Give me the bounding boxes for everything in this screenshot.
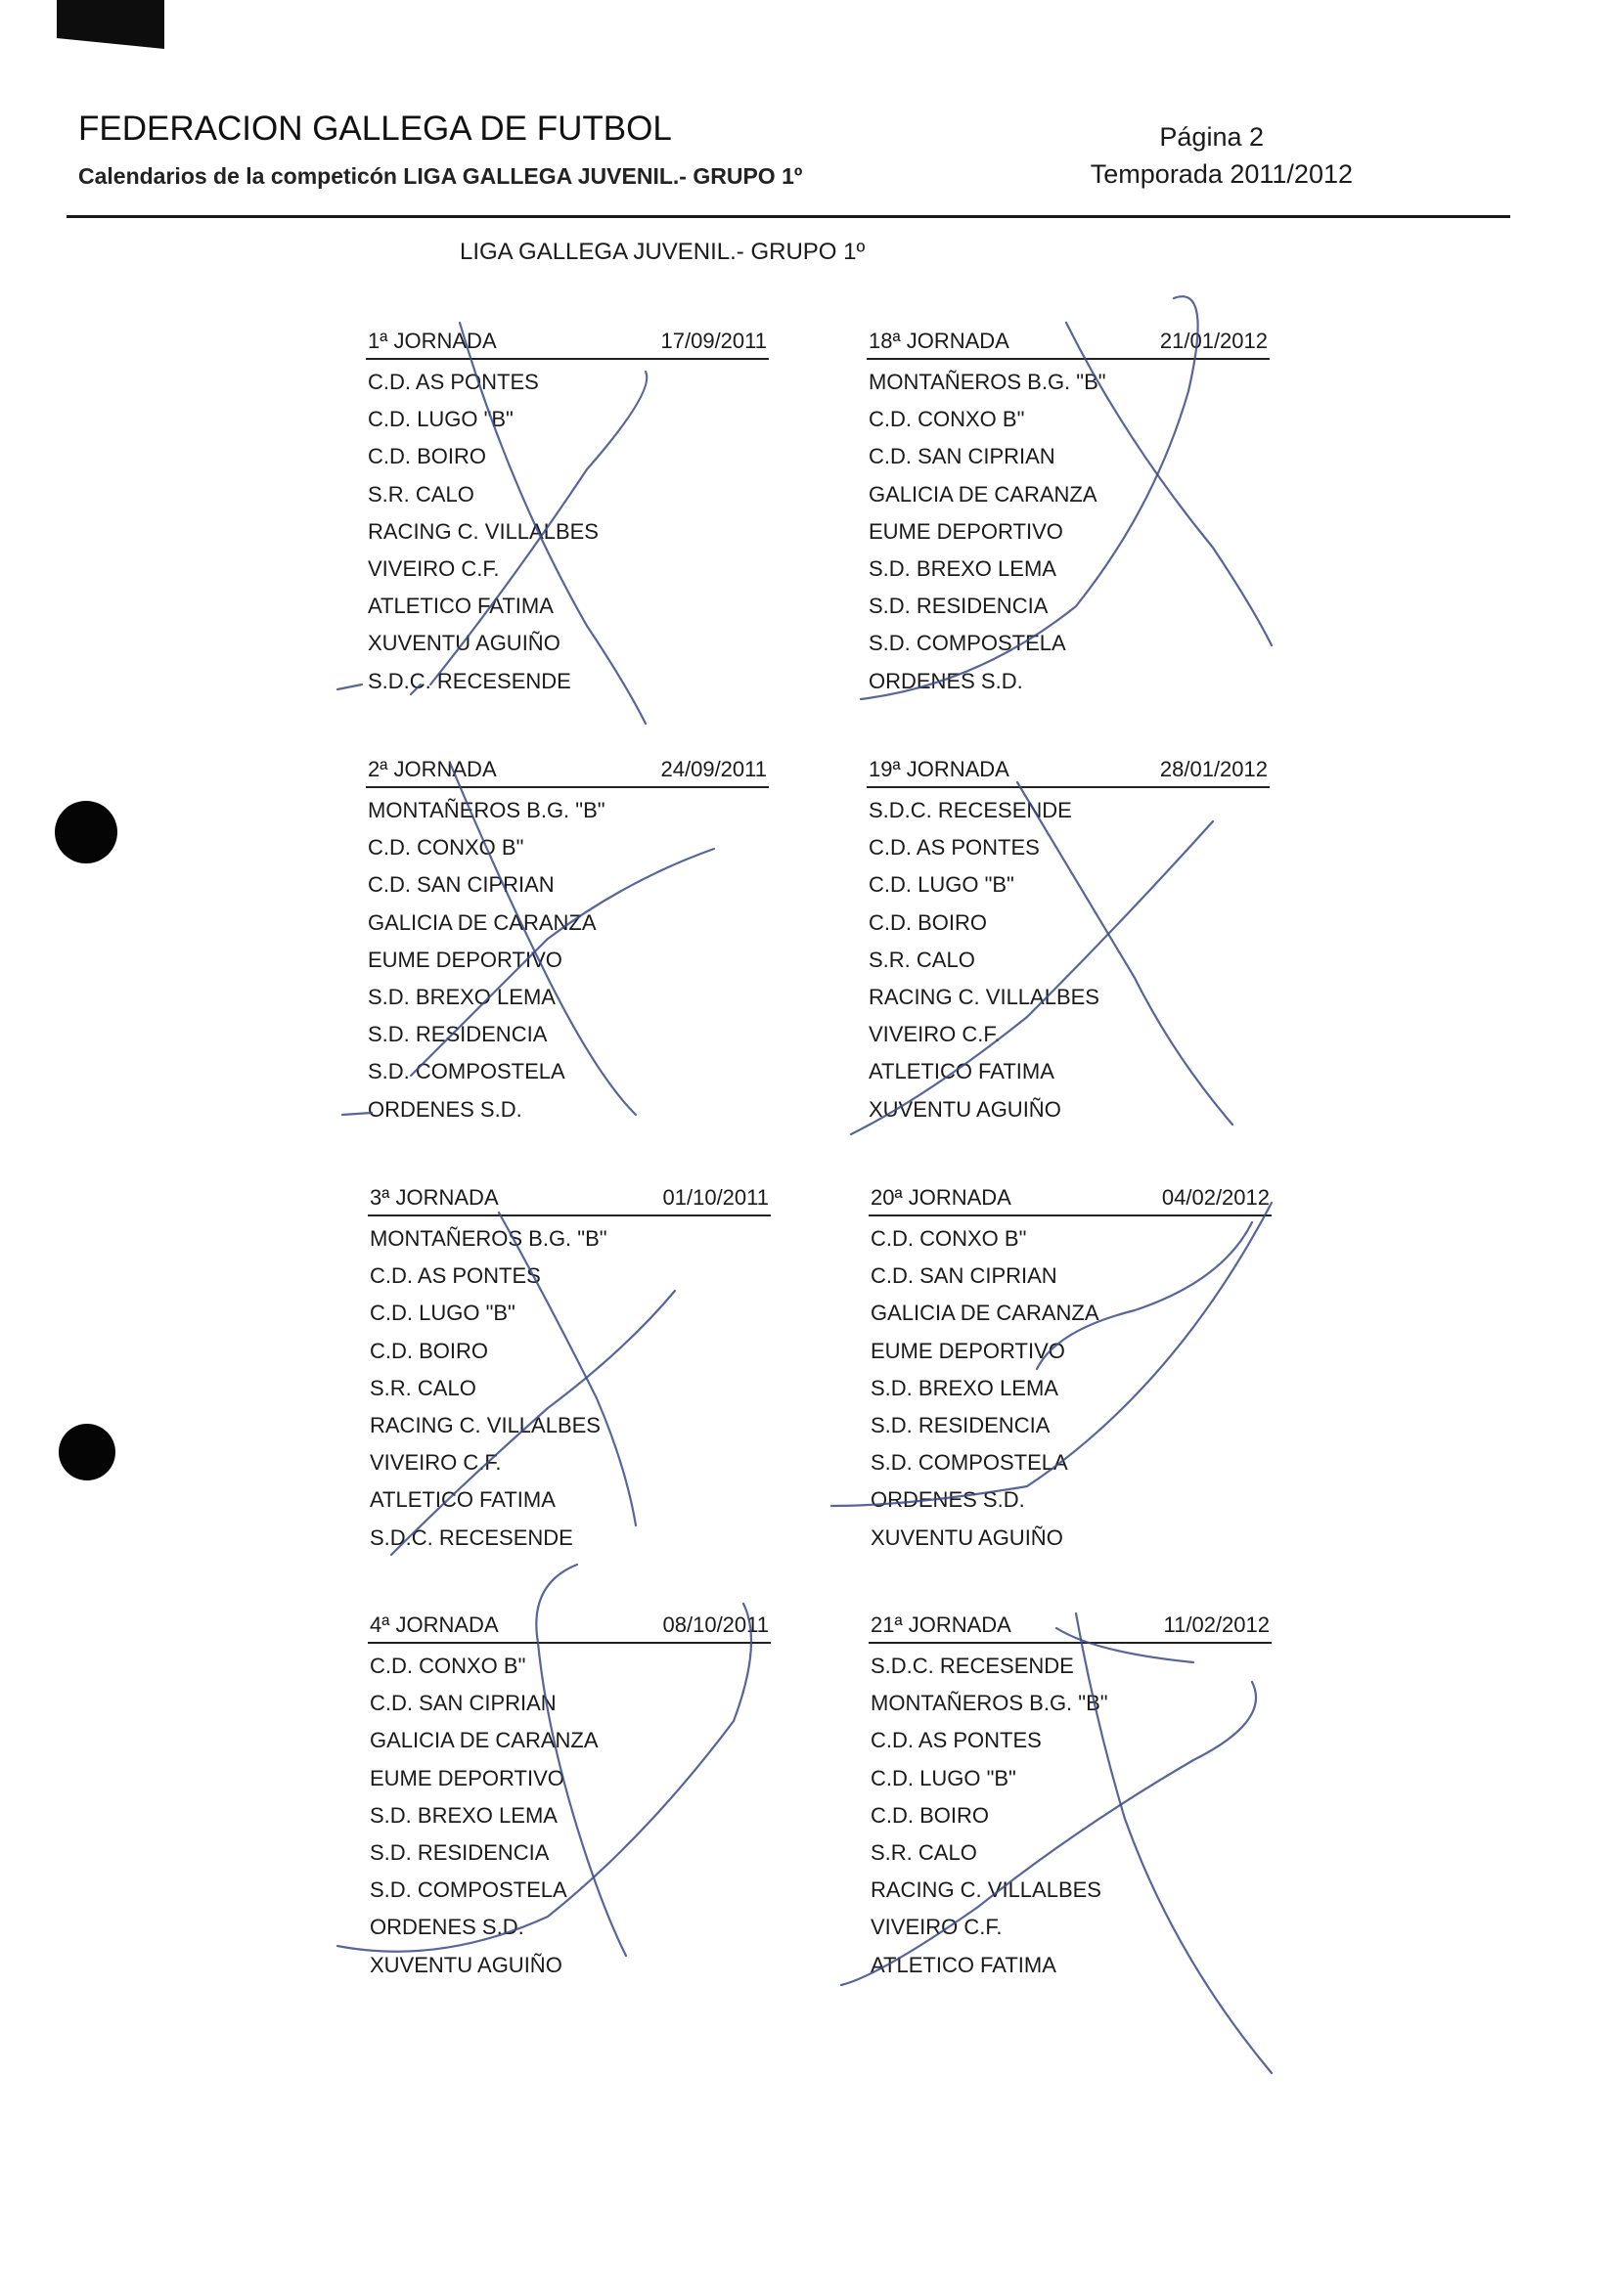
- team-row: ATLETICO FATIMA: [370, 1487, 556, 1513]
- team-row: C.D. BOIRO: [370, 1338, 489, 1363]
- team-row: GALICIA DE CARANZA: [871, 1301, 1099, 1326]
- team-row: C.D. SAN CIPRIAN: [871, 1263, 1057, 1289]
- team-row: XUVENTU AGUIÑO: [869, 1096, 1061, 1122]
- team-row: C.D. SAN CIPRIAN: [368, 872, 555, 898]
- team-row: S.R. CALO: [871, 1839, 977, 1865]
- header-divider: [67, 215, 1510, 218]
- team-row: C.D. CONXO B": [869, 407, 1025, 432]
- jornada-label: 20ª JORNADA: [871, 1185, 1011, 1210]
- team-row: ORDENES S.D.: [869, 668, 1023, 693]
- jornada-label: 21ª JORNADA: [871, 1612, 1011, 1637]
- scan-corner-mark: [57, 0, 164, 49]
- jornada-divider: [867, 358, 1270, 360]
- team-row: VIVEIRO C.F.: [869, 1022, 1001, 1047]
- team-row: XUVENTU AGUIÑO: [368, 631, 560, 656]
- team-row: ATLETICO FATIMA: [368, 594, 554, 619]
- team-row: XUVENTU AGUIÑO: [370, 1952, 562, 1977]
- team-row: S.R. CALO: [869, 947, 975, 972]
- team-row: GALICIA DE CARANZA: [869, 481, 1097, 507]
- team-row: S.D. COMPOSTELA: [871, 1450, 1068, 1476]
- team-row: S.D.C. RECESENDE: [871, 1654, 1074, 1678]
- team-list: [869, 1220, 1272, 1557]
- team-row: C.D. AS PONTES: [370, 1263, 541, 1289]
- team-row: RACING C. VILLALBES: [871, 1877, 1101, 1903]
- team-row: S.D. COMPOSTELA: [869, 631, 1066, 656]
- team-row: GALICIA DE CARANZA: [368, 909, 597, 935]
- team-row: C.D. CONXO B": [370, 1654, 526, 1678]
- team-row: S.D. BREXO LEMA: [869, 555, 1056, 581]
- team-row: EUME DEPORTIVO: [368, 947, 562, 972]
- team-row: C.D. CONXO B": [871, 1226, 1027, 1251]
- team-row: EUME DEPORTIVO: [871, 1338, 1065, 1363]
- team-row: C.D. SAN CIPRIAN: [370, 1691, 557, 1716]
- team-row: MONTAÑEROS B.G. "B": [368, 798, 605, 822]
- jornada-date: 17/09/2011: [660, 329, 767, 353]
- team-row: C.D. AS PONTES: [869, 835, 1040, 861]
- section-title: LIGA GALLEGA JUVENIL.- GRUPO 1º: [460, 239, 866, 265]
- team-row: S.D. RESIDENCIA: [869, 594, 1049, 619]
- team-row: VIVEIRO C.F.: [368, 555, 500, 581]
- team-row: C.D. LUGO "B": [871, 1765, 1016, 1790]
- team-row: VIVEIRO C.F.: [370, 1450, 502, 1476]
- team-row: C.D. LUGO "B": [368, 407, 514, 432]
- jornada-block: [869, 1607, 1272, 1984]
- team-row: S.D. BREXO LEMA: [368, 984, 556, 1009]
- team-row: GALICIA DE CARANZA: [370, 1728, 599, 1753]
- team-row: MONTAÑEROS B.G. "B": [370, 1226, 607, 1251]
- team-list: [368, 1648, 771, 1984]
- jornada-label: 18ª JORNADA: [869, 329, 1009, 353]
- team-row: C.D. BOIRO: [869, 909, 988, 935]
- team-row: EUME DEPORTIVO: [869, 518, 1063, 544]
- team-row: S.D. RESIDENCIA: [871, 1412, 1051, 1437]
- team-row: RACING C. VILLALBES: [869, 984, 1099, 1009]
- jornada-block: [366, 751, 769, 1128]
- team-row: C.D. AS PONTES: [368, 370, 539, 394]
- punch-hole: [59, 1424, 115, 1480]
- team-row: S.D. RESIDENCIA: [370, 1839, 550, 1865]
- jornada-date: 01/10/2011: [662, 1185, 769, 1210]
- team-list: [867, 792, 1270, 1128]
- jornada-date: 24/09/2011: [660, 757, 767, 781]
- jornada-block: [368, 1179, 771, 1557]
- jornada-date: 04/02/2012: [1161, 1185, 1270, 1210]
- team-list: [366, 364, 769, 700]
- page-number: Página 2: [1159, 122, 1264, 152]
- team-list: [869, 1648, 1272, 1984]
- team-list: [368, 1220, 771, 1557]
- jornada-label: 2ª JORNADA: [368, 757, 497, 781]
- team-row: S.D. COMPOSTELA: [370, 1877, 567, 1903]
- punch-hole: [55, 801, 117, 863]
- jornada-divider: [869, 1642, 1272, 1644]
- team-row: S.D. COMPOSTELA: [368, 1059, 565, 1084]
- team-row: S.D.C. RECESENDE: [368, 668, 571, 693]
- team-row: C.D. LUGO "B": [370, 1301, 515, 1326]
- season-label: Temporada 2011/2012: [1090, 159, 1353, 189]
- team-row: C.D. CONXO B": [368, 835, 524, 861]
- jornada-date: 11/02/2012: [1163, 1612, 1270, 1637]
- jornada-block: [869, 1179, 1272, 1557]
- jornada-label: 1ª JORNADA: [368, 329, 497, 353]
- jornada-divider: [867, 786, 1270, 788]
- team-row: S.D. BREXO LEMA: [370, 1802, 558, 1828]
- page-title: FEDERACION GALLEGA DE FUTBOL: [78, 110, 672, 148]
- team-row: C.D. BOIRO: [368, 444, 487, 469]
- team-row: MONTAÑEROS B.G. "B": [871, 1691, 1108, 1716]
- team-row: S.R. CALO: [370, 1375, 476, 1400]
- team-row: EUME DEPORTIVO: [370, 1765, 564, 1790]
- team-row: ATLETICO FATIMA: [871, 1952, 1056, 1977]
- jornada-block: [366, 323, 769, 700]
- team-row: C.D. AS PONTES: [871, 1728, 1042, 1753]
- jornada-divider: [368, 1214, 771, 1216]
- team-row: XUVENTU AGUIÑO: [871, 1524, 1063, 1550]
- team-list: [366, 792, 769, 1128]
- jornada-label: 19ª JORNADA: [869, 757, 1009, 781]
- jornada-divider: [366, 786, 769, 788]
- jornada-label: 3ª JORNADA: [370, 1185, 499, 1210]
- jornada-divider: [366, 358, 769, 360]
- team-row: S.R. CALO: [368, 481, 474, 507]
- team-row: ORDENES S.D.: [370, 1915, 524, 1940]
- page-subtitle: Calendarios de la competicón LIGA GALLEGA JUVENIL.- GRUPO 1º: [78, 163, 803, 189]
- team-row: MONTAÑEROS B.G. "B": [869, 370, 1106, 394]
- team-row: C.D. SAN CIPRIAN: [869, 444, 1055, 469]
- jornada-block: [867, 751, 1270, 1128]
- jornada-block: [368, 1607, 771, 1984]
- team-row: RACING C. VILLALBES: [370, 1412, 601, 1437]
- jornada-date: 21/01/2012: [1159, 329, 1268, 353]
- team-row: RACING C. VILLALBES: [368, 518, 599, 544]
- jornada-label: 4ª JORNADA: [370, 1612, 499, 1637]
- jornada-block: [867, 323, 1270, 700]
- team-list: [867, 364, 1270, 700]
- team-row: VIVEIRO C.F.: [871, 1915, 1003, 1940]
- team-row: S.D.C. RECESENDE: [869, 798, 1072, 822]
- jornada-divider: [869, 1214, 1272, 1216]
- team-row: ATLETICO FATIMA: [869, 1059, 1054, 1084]
- jornada-date: 08/10/2011: [662, 1612, 769, 1637]
- team-row: C.D. BOIRO: [871, 1802, 990, 1828]
- team-row: ORDENES S.D.: [368, 1096, 522, 1122]
- team-row: ORDENES S.D.: [871, 1487, 1025, 1513]
- team-row: C.D. LUGO "B": [869, 872, 1014, 898]
- jornada-divider: [368, 1642, 771, 1644]
- team-row: S.D.C. RECESENDE: [370, 1524, 573, 1550]
- team-row: S.D. BREXO LEMA: [871, 1375, 1058, 1400]
- team-row: S.D. RESIDENCIA: [368, 1022, 548, 1047]
- jornada-date: 28/01/2012: [1159, 757, 1268, 781]
